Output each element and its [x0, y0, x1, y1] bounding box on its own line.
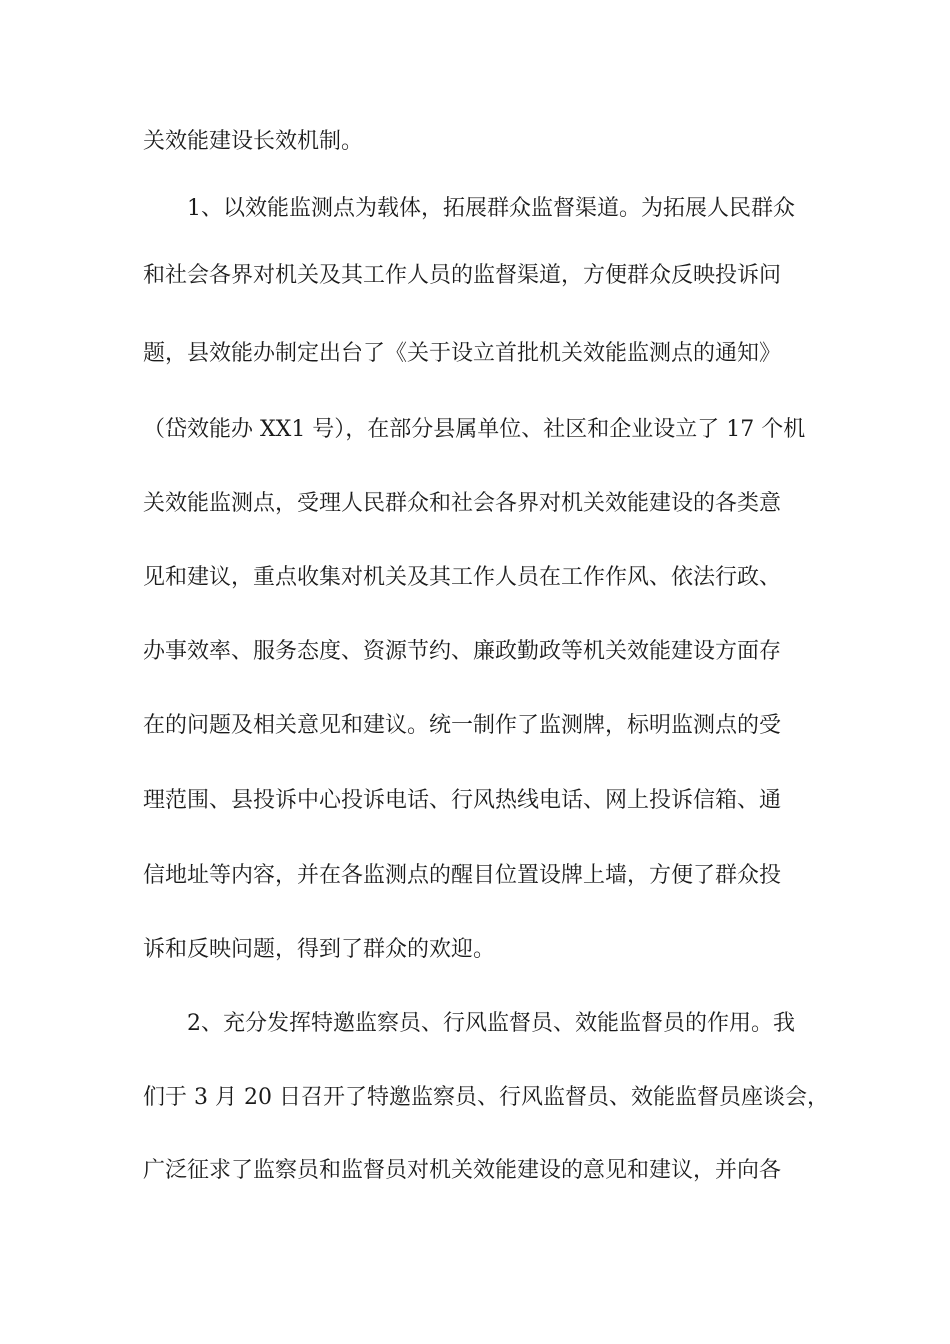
- text-line: （岱效能办 XX1 号），在部分县属单位、社区和企业设立了 17 个机: [143, 417, 806, 442]
- text-line: 诉和反映问题，得到了群众的欢迎。: [143, 937, 496, 962]
- paragraph-heading-1: 1、以效能监测点为载体，拓展群众监督渠道。为拓展人民群众: [187, 196, 795, 221]
- paragraph-heading-2: 2、充分发挥特邀监察员、行风监督员、效能监督员的作用。我: [187, 1011, 795, 1036]
- text-line: 信地址等内容，并在各监测点的醒目位置设牌上墙，方便了群众投: [143, 863, 782, 888]
- text-line: 办事效率、服务态度、资源节约、廉政勤政等机关效能建设方面存: [143, 639, 782, 664]
- text-line: 广泛征求了监察员和监督员对机关效能建设的意见和建议，并向各: [143, 1158, 782, 1183]
- text-line: 关效能监测点，受理人民群众和社会各界对机关效能建设的各类意: [143, 491, 782, 516]
- text-line: 题，县效能办制定出台了《关于设立首批机关效能监测点的通知》: [143, 341, 782, 366]
- text-line: 理范围、县投诉中心投诉电话、行风热线电话、网上投诉信箱、通: [143, 788, 782, 813]
- text-line: 见和建议，重点收集对机关及其工作人员在工作作风、依法行政、: [143, 565, 782, 590]
- text-line: 关效能建设长效机制。: [143, 129, 364, 154]
- text-line: 和社会各界对机关及其工作人员的监督渠道，方便群众反映投诉问: [143, 263, 782, 288]
- text-line: 们于 3 月 20 日召开了特邀监察员、行风监督员、效能监督员座谈会，: [143, 1085, 829, 1110]
- text-line: 在的问题及相关意见和建议。统一制作了监测牌，标明监测点的受: [143, 713, 782, 738]
